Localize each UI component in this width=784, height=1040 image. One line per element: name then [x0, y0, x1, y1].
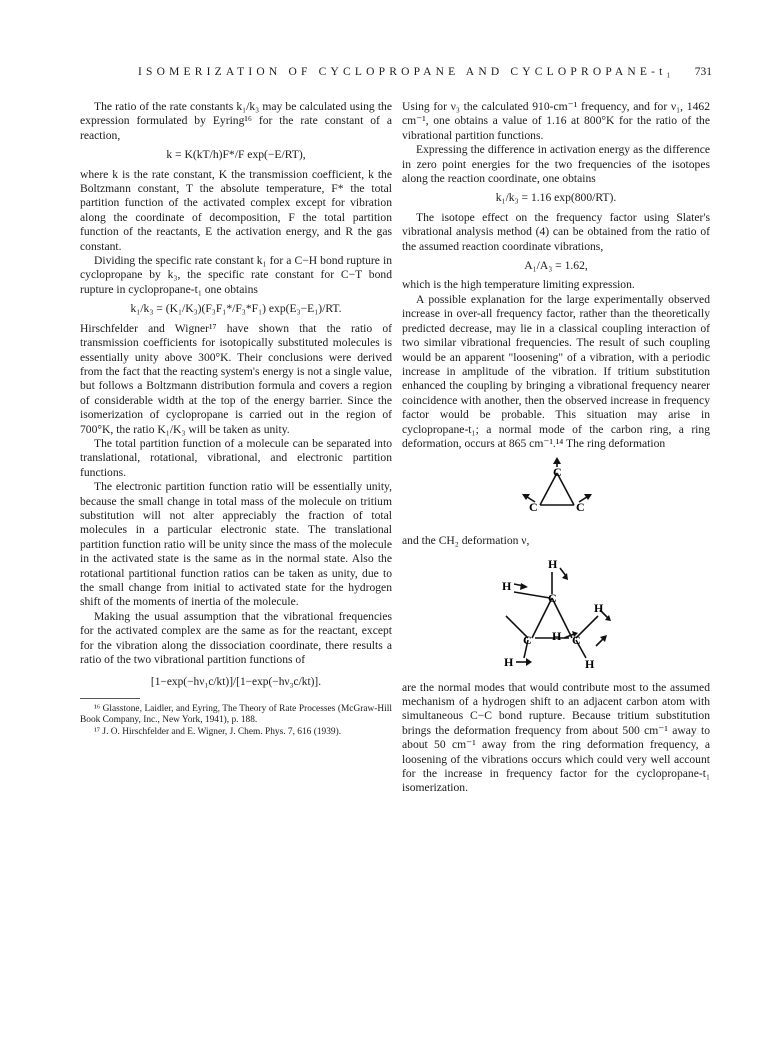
equation-k-ratio: k₁/k₃ = 1.16 exp(800/RT). [495, 191, 617, 205]
ch2-deformation-diagram [402, 554, 710, 674]
ring-deformation-diagram [402, 457, 710, 527]
footnote-16: ¹⁶ Glasstone, Laidler, and Eyring, The Theory of Rate Processes (McGraw-Hill Book Company, Inc., New York, 1941), p. 188. [80, 703, 392, 726]
paragraph: where k is the rate constant, K the transmission coefficient, k the Boltzmann constant, T the absolute temperature, F* the total partition function of the activated complex except for vibration along the coordinate of decomposition, F the total partition function of the reactants, E the activation energy, and R the gas constant. [80, 167, 392, 253]
running-head [92, 66, 712, 82]
atom-label: H [552, 629, 562, 644]
paragraph: Expressing the difference in activation energy as the difference in zero point energies for the two frequencies of the isotopes along the reaction coordinate, one obtains [402, 143, 710, 186]
arrowhead [520, 583, 528, 590]
atom-label: C [576, 500, 585, 515]
atom-label: C [553, 465, 562, 480]
paragraph: A possible explanation for the large experimentally observed increase in over-all frequency factor, rather than the theoretically predicted decrease, may lie in a classical coupling interaction of two similar vibrational frequencies. The result of such coupling would be an apparent "loosening" of a vibration, with a periodic increase in amplitude of the vibration. If tritium substitution enhanced the coupling by bringing a vibrational frequency nearer coincidence with another, then the observed increase in frequency factor would be probable. This situation may arise in cyclopropane-t₁; a normal mode of the carbon ring, a ring deformation, occurs at 865 cm⁻¹.¹⁴ The ring deformation [402, 292, 710, 450]
atom-label: H [585, 657, 595, 671]
footnote-rule [80, 698, 140, 699]
paragraph: which is the high temperature limiting expression. [402, 278, 635, 292]
footnote-17: ¹⁷ J. O. Hirschfelder and E. Wigner, J. Chem. Phys. 7, 616 (1939). [94, 726, 342, 737]
atom-label: C [572, 633, 581, 648]
left-column [80, 100, 392, 738]
ring-deformation-svg [402, 457, 710, 523]
atom-label: H [594, 601, 604, 616]
ch2-deformation-svg [402, 554, 710, 670]
arrowhead [553, 457, 561, 464]
page-number: 731 [694, 66, 712, 78]
atom-label: C [529, 500, 538, 515]
paragraph: Making the usual assumption that the vibrational frequencies for the activated complex are the same as for the reactant, except for the vibration along the dissociation coordinate, there results a ratio of the two vibrational partition functions of [80, 609, 392, 667]
equation-a-ratio: A₁/A₃ = 1.62, [524, 259, 588, 273]
equation-vibrational-ratio: [1−exp(−hν₁c/kt)]/[1−exp(−hν₃c/kt)]. [150, 676, 322, 689]
atom-label: H [548, 557, 558, 572]
atom-label: C [523, 633, 532, 648]
paragraph: are the normal modes that would contribute most to the assumed mechanism of a hydrogen shift to an adjacent carbon atom with simultaneous C−C bond rupture. Because tritium substitution brings the deformation frequency from about 500 cm⁻¹ away to about 50 cm⁻¹ away from the ring deformation frequency, a loosening of the vibrations occurs which could very well account for the increase in frequency factor for the cyclopropane-t₁ isomerization. [402, 680, 710, 795]
paragraph: The ratio of the rate constants k₁/k₃ may be calculated using the expression formulated by Eyring¹⁶ for the rate constant of a reaction, [80, 100, 392, 142]
right-column [402, 100, 710, 796]
paragraph: The isotope effect on the frequency factor using Slater's vibrational analysis method (4) can be obtained from the ratio of the assumed reaction coordinate vibrations, [402, 210, 710, 253]
running-head-title: ISOMERIZATION OF CYCLOPROPANE AND CYCLOPROPANE-t₁ [138, 66, 675, 78]
paragraph: and the CH₂ deformation ν, [402, 533, 530, 547]
arrowhead [526, 658, 532, 666]
atom-label: C [548, 591, 557, 606]
paragraph: Using for ν₃ the calculated 910-cm⁻¹ frequency, and for ν₁, 1462 cm⁻¹, one obtains a value of 1.16 at 800°K for the ratio of the vibrational partition functions. [402, 100, 710, 142]
paragraph: The total partition function of a molecule can be separated into translational, rotational, vibrational, and electronic partition functions. [80, 436, 392, 479]
equation-rate-ratio: k₁/k₃ = (K₁/K₃)(F₃F₁*/F₃*F₁) exp(E₃−E₁)/RT. [130, 302, 342, 316]
bond-line [514, 592, 550, 598]
arrowhead [584, 494, 592, 500]
arrow [560, 568, 566, 576]
equation-rate-constant: k = K(kT/h)F*/F exp(−E/RT), [166, 148, 306, 162]
paragraph: The electronic partition function ratio will be essentially unity, because the small change in total mass of the molecule on tritium substitution will not alter appreciably the fraction of total molecules in a particular electronic state. The translational partition function ratio will be unity since the mass of the molecule in the activated state is the same as in the normal state. Also the rotational partitional function ratios can be taken as unity, due to the small change from initial to activated state for the hydrogen shift of the moments of inertia of the molecule. [80, 480, 392, 609]
atom-label: H [504, 655, 514, 670]
atom-label: H [502, 579, 512, 594]
paragraph: Dividing the specific rate constant k₁ for a C−H bond rupture in cyclopropane by k₃, the specific rate constant for C−T bond rupture in cyclopropane-t₁ one obtains [80, 254, 392, 296]
paragraph: Hirschfelder and Wigner¹⁷ have shown that the ratio of transmission coefficients for isotopically substituted molecules is essentially unity above 300°K. Their conclusions were derived from the fact that the reacting system's energy is not a single value, but follows a Boltzmann distribution formula and covers a region of considerable width at the top of the energy barrier. Since the isomerization of cyclopropane is carried out in the region of 700°K, the ratio K₁/K₃ will be taken as unity. [80, 321, 392, 436]
